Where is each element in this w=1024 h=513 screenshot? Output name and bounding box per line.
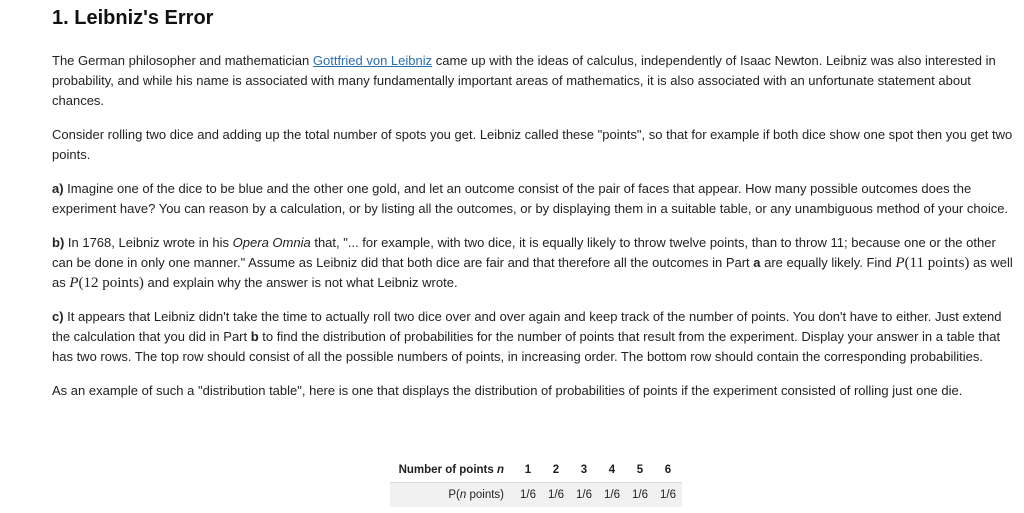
part-a-text: Imagine one of the dice to be blue and the other one gold, and let an outcome consist of the pair of faces that appear. How many possible outcomes does the experiment have? You can reason by a calculation, or by listing all the outcomes, or by displaying them in a suitable table, or any unambiguous method of your choice. [52,181,1009,216]
row-var: n [459,489,467,501]
part-b-reference: b [250,329,259,344]
part-b-text-4: as well as [52,255,1013,290]
example-paragraph: As an example of such a "distribution table", here is one that displays the distribution of probabilities of points if the experiment consisted of rolling just one die. [52,383,963,398]
header-text: Number of points [398,464,497,476]
part-a-paragraph [52,179,1020,219]
part-c-text-2: to find the distribution of probabilities for the number of points that result from the experiment. Display your answer in a table that has two rows. The top row should consist of all the possible numbers of points, in increasing order. The bottom row should contain the corresponding probabilities. [52,329,1001,364]
intro-text-rest: came up with the ideas of calculus, independently of Isaac Newton. Leibniz was also interested in probability, and while his name is associated with many fundamentally important areas of mathematics, it is also associated with an unfortunate statement about chances. [52,53,996,108]
part-b-text-3: are equally likely. Find [760,255,896,270]
p-symbol: P [895,255,905,271]
row-label [390,483,514,508]
distribution-table [390,458,682,507]
table-cell: 3 [570,458,598,483]
table-cell: 2 [542,458,570,483]
table-cell: 1/6 [626,483,654,508]
p-symbol: P [69,275,79,291]
part-c-paragraph [52,307,1020,367]
part-b-text-1: In 1768, Leibniz wrote in his [64,235,233,250]
part-c-text-1: It appears that Leibniz didn't take the time to actually roll two dice over and over again and keep track of the number of points. You don't have to either. Just extend the calculation that you did in Part [52,309,1002,344]
intro-paragraph [52,51,1020,111]
part-c-label: c) [52,309,64,324]
leibniz-link[interactable]: Gottfried von Leibniz [312,53,433,68]
table-cell: 1/6 [514,483,542,508]
table-cell: 5 [626,458,654,483]
header-label [390,458,514,483]
part-b-text-2: that, "... for example, with two dice, it is equally likely to throw twelve points, than to throw 11; because one or the other can be done in only one manner." Assume as Leibniz did that both dice are fair and that therefore all the outcomes in Part [52,235,996,270]
intro-text: The German philosopher and mathematician [52,53,313,68]
row-suffix: points) [466,489,504,501]
table-cell: 1/6 [598,483,626,508]
row-prefix: P( [448,489,460,501]
table-cell: 1/6 [542,483,570,508]
p-12-argument: (12 points) [78,275,144,291]
part-a-label: a) [52,181,64,196]
table-cell: 1/6 [570,483,598,508]
table-cell: 1/6 [654,483,682,508]
opera-omnia-title: Opera Omnia [232,235,311,250]
table-prob-row [390,483,682,508]
part-a-reference: a [753,255,761,270]
table-cell: 4 [598,458,626,483]
part-b-label: b) [52,235,65,250]
table-header-row [390,458,682,483]
table-cell: 6 [654,458,682,483]
p-11-expression [895,255,969,271]
p-12-expression [69,275,144,291]
part-b-paragraph [52,233,1020,293]
page-title: 1. Leibniz's Error [52,7,214,29]
table-cell: 1 [514,458,542,483]
part-b-text-5: and explain why the answer is not what Leibniz wrote. [143,275,458,290]
header-var: n [496,464,504,476]
p-11-argument: (11 points) [904,255,970,271]
consider-paragraph: Consider rolling two dice and adding up the total number of spots you get. Leibniz called these "points", so that for example if both dice show one spot then you get two points. [52,127,1013,162]
